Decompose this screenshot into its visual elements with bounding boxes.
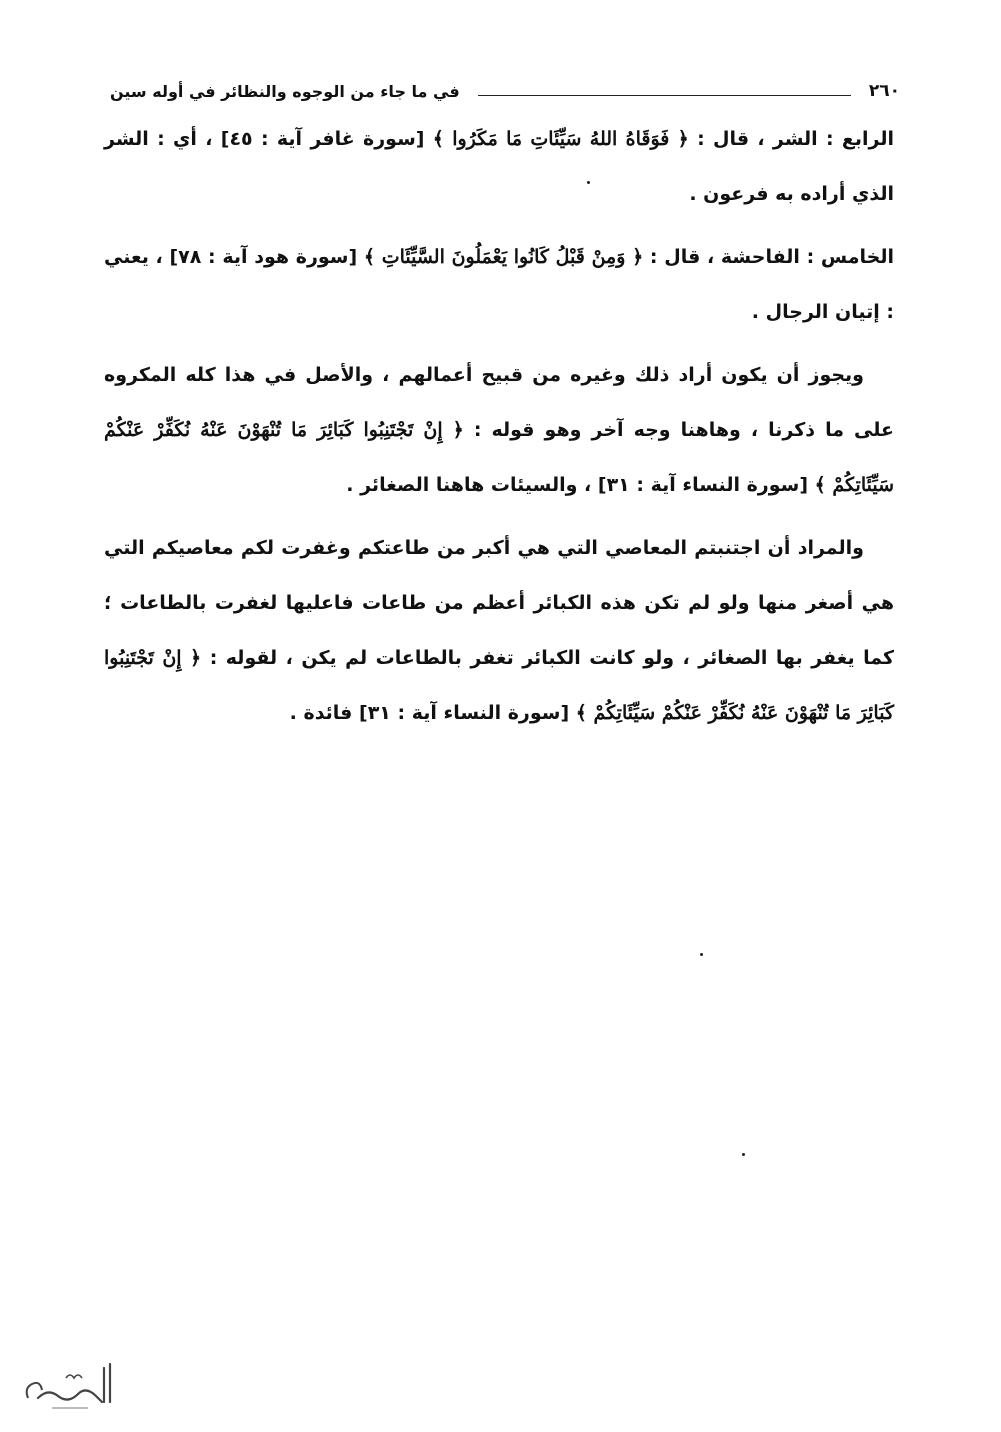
paragraph-2-quran-quote: ﴿ وَمِنْ قَبْلُ كَانُوا يَعْمَلُونَ السَّيِّئَاتِ ﴾ bbox=[363, 246, 644, 268]
paragraph-2-text-a: الخامس : الفاحشة ، قال : bbox=[643, 246, 894, 268]
publisher-logo-icon bbox=[18, 1358, 118, 1414]
paragraph-4 bbox=[104, 521, 894, 741]
paragraph-2-text-b: [سورة هود آية : ٧٨] ، يعني : إتيان الرجال . bbox=[104, 246, 894, 323]
page-number: ٢٦٠ bbox=[868, 81, 900, 101]
paragraph-3-text-a: ويجوز أن يكون أراد ذلك وغيره من قبيح أعمالهم ، والأصل في هذا كله المكروه على ما ذكرنا ، وهاهنا وجه آخر وهو قوله : bbox=[104, 364, 894, 441]
paragraph-2 bbox=[104, 230, 894, 340]
paragraph-4-text-b: [سورة النساء آية : ٣١] فائدة . bbox=[289, 702, 576, 724]
body-text bbox=[104, 112, 894, 749]
running-header bbox=[110, 74, 900, 108]
paragraph-3-quran-quote: ﴿ إِنْ تَجْتَنِبُوا كَبَائِرَ مَا تُنْهَوْنَ عَنْهُ نُكَفِّرْ عَنْكُمْ سَيِّئَاتِكُمْ ﴾ bbox=[104, 419, 894, 496]
paragraph-3-text-b: [سورة النساء آية : ٣١] ، والسيئات هاهنا الصغائر . bbox=[346, 474, 815, 496]
paragraph-4-text-a: والمراد أن اجتنبتم المعاصي التي هي أكبر من طاعتكم وغفرت لكم معاصيكم التي هي أصغر منها ولو لم تكن هذه الكبائر أعظم من طاعات فاعليها لغفرت بالطاعات ؛ كما يغفر بها الصغائر ، ولو كانت الكبائر تغفر بالطاعات لم يكن ، لقوله : bbox=[104, 537, 894, 669]
running-title: في ما جاء من الوجوه والنظائر في أوله سين bbox=[110, 81, 460, 101]
paragraph-1 bbox=[104, 112, 894, 222]
scan-speck bbox=[742, 1153, 745, 1156]
paragraph-4-quran-quote: ﴿ إِنْ تَجْتَنِبُوا كَبَائِرَ مَا تُنْهَوْنَ عَنْهُ نُكَفِّرْ عَنْكُمْ سَيِّئَاتِكُمْ ﴾ bbox=[104, 647, 894, 724]
paragraph-3 bbox=[104, 348, 894, 513]
paragraph-1-quran-quote: ﴿ فَوَقَاهُ اللهُ سَيِّئَاتِ مَا مَكَرُوا ﴾ bbox=[432, 128, 689, 150]
scan-speck bbox=[587, 181, 590, 184]
header-rule bbox=[478, 95, 851, 96]
paragraph-1-text-b: [سورة غافر آية : ٤٥] ، أي : الشر الذي أراده به فرعون . bbox=[104, 128, 894, 205]
paragraph-1-text-a: الرابع : الشر ، قال : bbox=[688, 128, 894, 150]
scan-speck bbox=[700, 953, 703, 956]
